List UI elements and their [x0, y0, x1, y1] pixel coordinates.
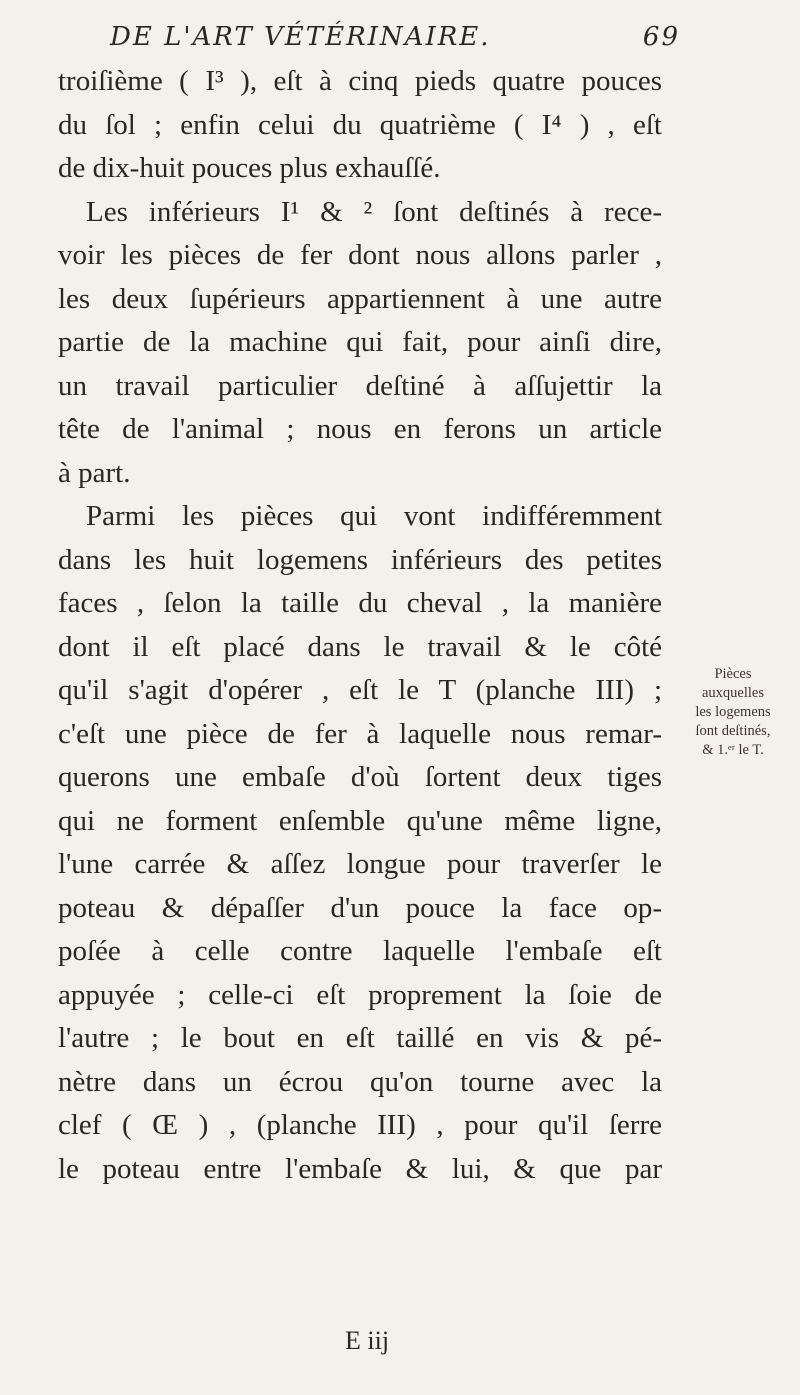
text-line: faces , ſelon la taille du cheval , la manière	[58, 587, 662, 619]
text-line: les deux ſupérieurs appartiennent à une autre	[58, 282, 662, 315]
text-line: voir les pièces de fer dont nous allons parler ,	[58, 239, 662, 271]
page-number: 69	[642, 22, 680, 52]
text-line: à part.	[58, 456, 131, 489]
margin-note-line: auxquelles	[701, 685, 764, 701]
main-text	[58, 60, 662, 1191]
margin-note-line: Pièces	[714, 666, 752, 682]
text-line: du ſol ; enfin celui du quatrième ( I⁴ ) , eſt	[58, 108, 662, 141]
margin-note-line: les logemens	[695, 704, 771, 720]
text-line: poteau & dépaſſer d'un pouce la face op-	[58, 891, 662, 924]
text-line: l'autre ; le bout en eſt taillé en vis & pé-	[58, 1022, 662, 1054]
text-line: nètre dans un écrou qu'on tourne avec la	[58, 1065, 662, 1098]
signature-mark: E iij	[345, 1326, 390, 1355]
text-line: poſée à celle contre laquelle l'embaſe eſt	[58, 935, 662, 967]
margin-note	[677, 665, 789, 760]
text-line: le poteau entre l'embaſe & lui, & que par	[58, 1152, 662, 1185]
margin-note-line: & 1.ᵉʳ le T.	[702, 742, 764, 758]
text-line: appuyée ; celle-ci eſt proprement la ſoie de	[58, 978, 662, 1011]
margin-note-line: ſont deſtinés,	[695, 723, 771, 739]
text-line: tête de l'animal ; nous en ferons un article	[58, 413, 662, 445]
text-line: qui ne forment enſemble qu'une même ligne,	[58, 804, 662, 837]
text-line: partie de la machine qui fait, pour ainſi dire,	[58, 326, 662, 358]
text-line: querons une embaſe d'où ſortent deux tiges	[58, 761, 662, 793]
text-line: c'eſt une pièce de fer à laquelle nous remar-	[58, 717, 662, 750]
text-line: troiſième ( I³ ), eſt à cinq pieds quatre pouces	[58, 65, 662, 97]
text-line: Parmi les pièces qui vont indifféremment	[86, 500, 662, 532]
text-line: de dix-huit pouces plus exhauſſé.	[58, 152, 441, 184]
running-header	[110, 22, 680, 52]
text-line: clef ( Œ ) , (planche III) , pour qu'il ſerre	[58, 1109, 662, 1141]
text-line: un travail particulier deſtiné à aſſujettir la	[58, 369, 662, 402]
running-title: DE L'ART VÉTÉRINAIRE.	[110, 22, 491, 52]
text-line: Les inférieurs I¹ & ² ſont deſtinés à rece-	[86, 195, 662, 228]
text-line: dans les huit logemens inférieurs des petites	[58, 543, 662, 576]
text-line: qu'il s'agit d'opérer , eſt le T (planche III) ;	[58, 674, 662, 706]
text-line: l'une carrée & aſſez longue pour traverſer le	[58, 848, 662, 880]
text-line: dont il eſt placé dans le travail & le côté	[58, 630, 662, 663]
